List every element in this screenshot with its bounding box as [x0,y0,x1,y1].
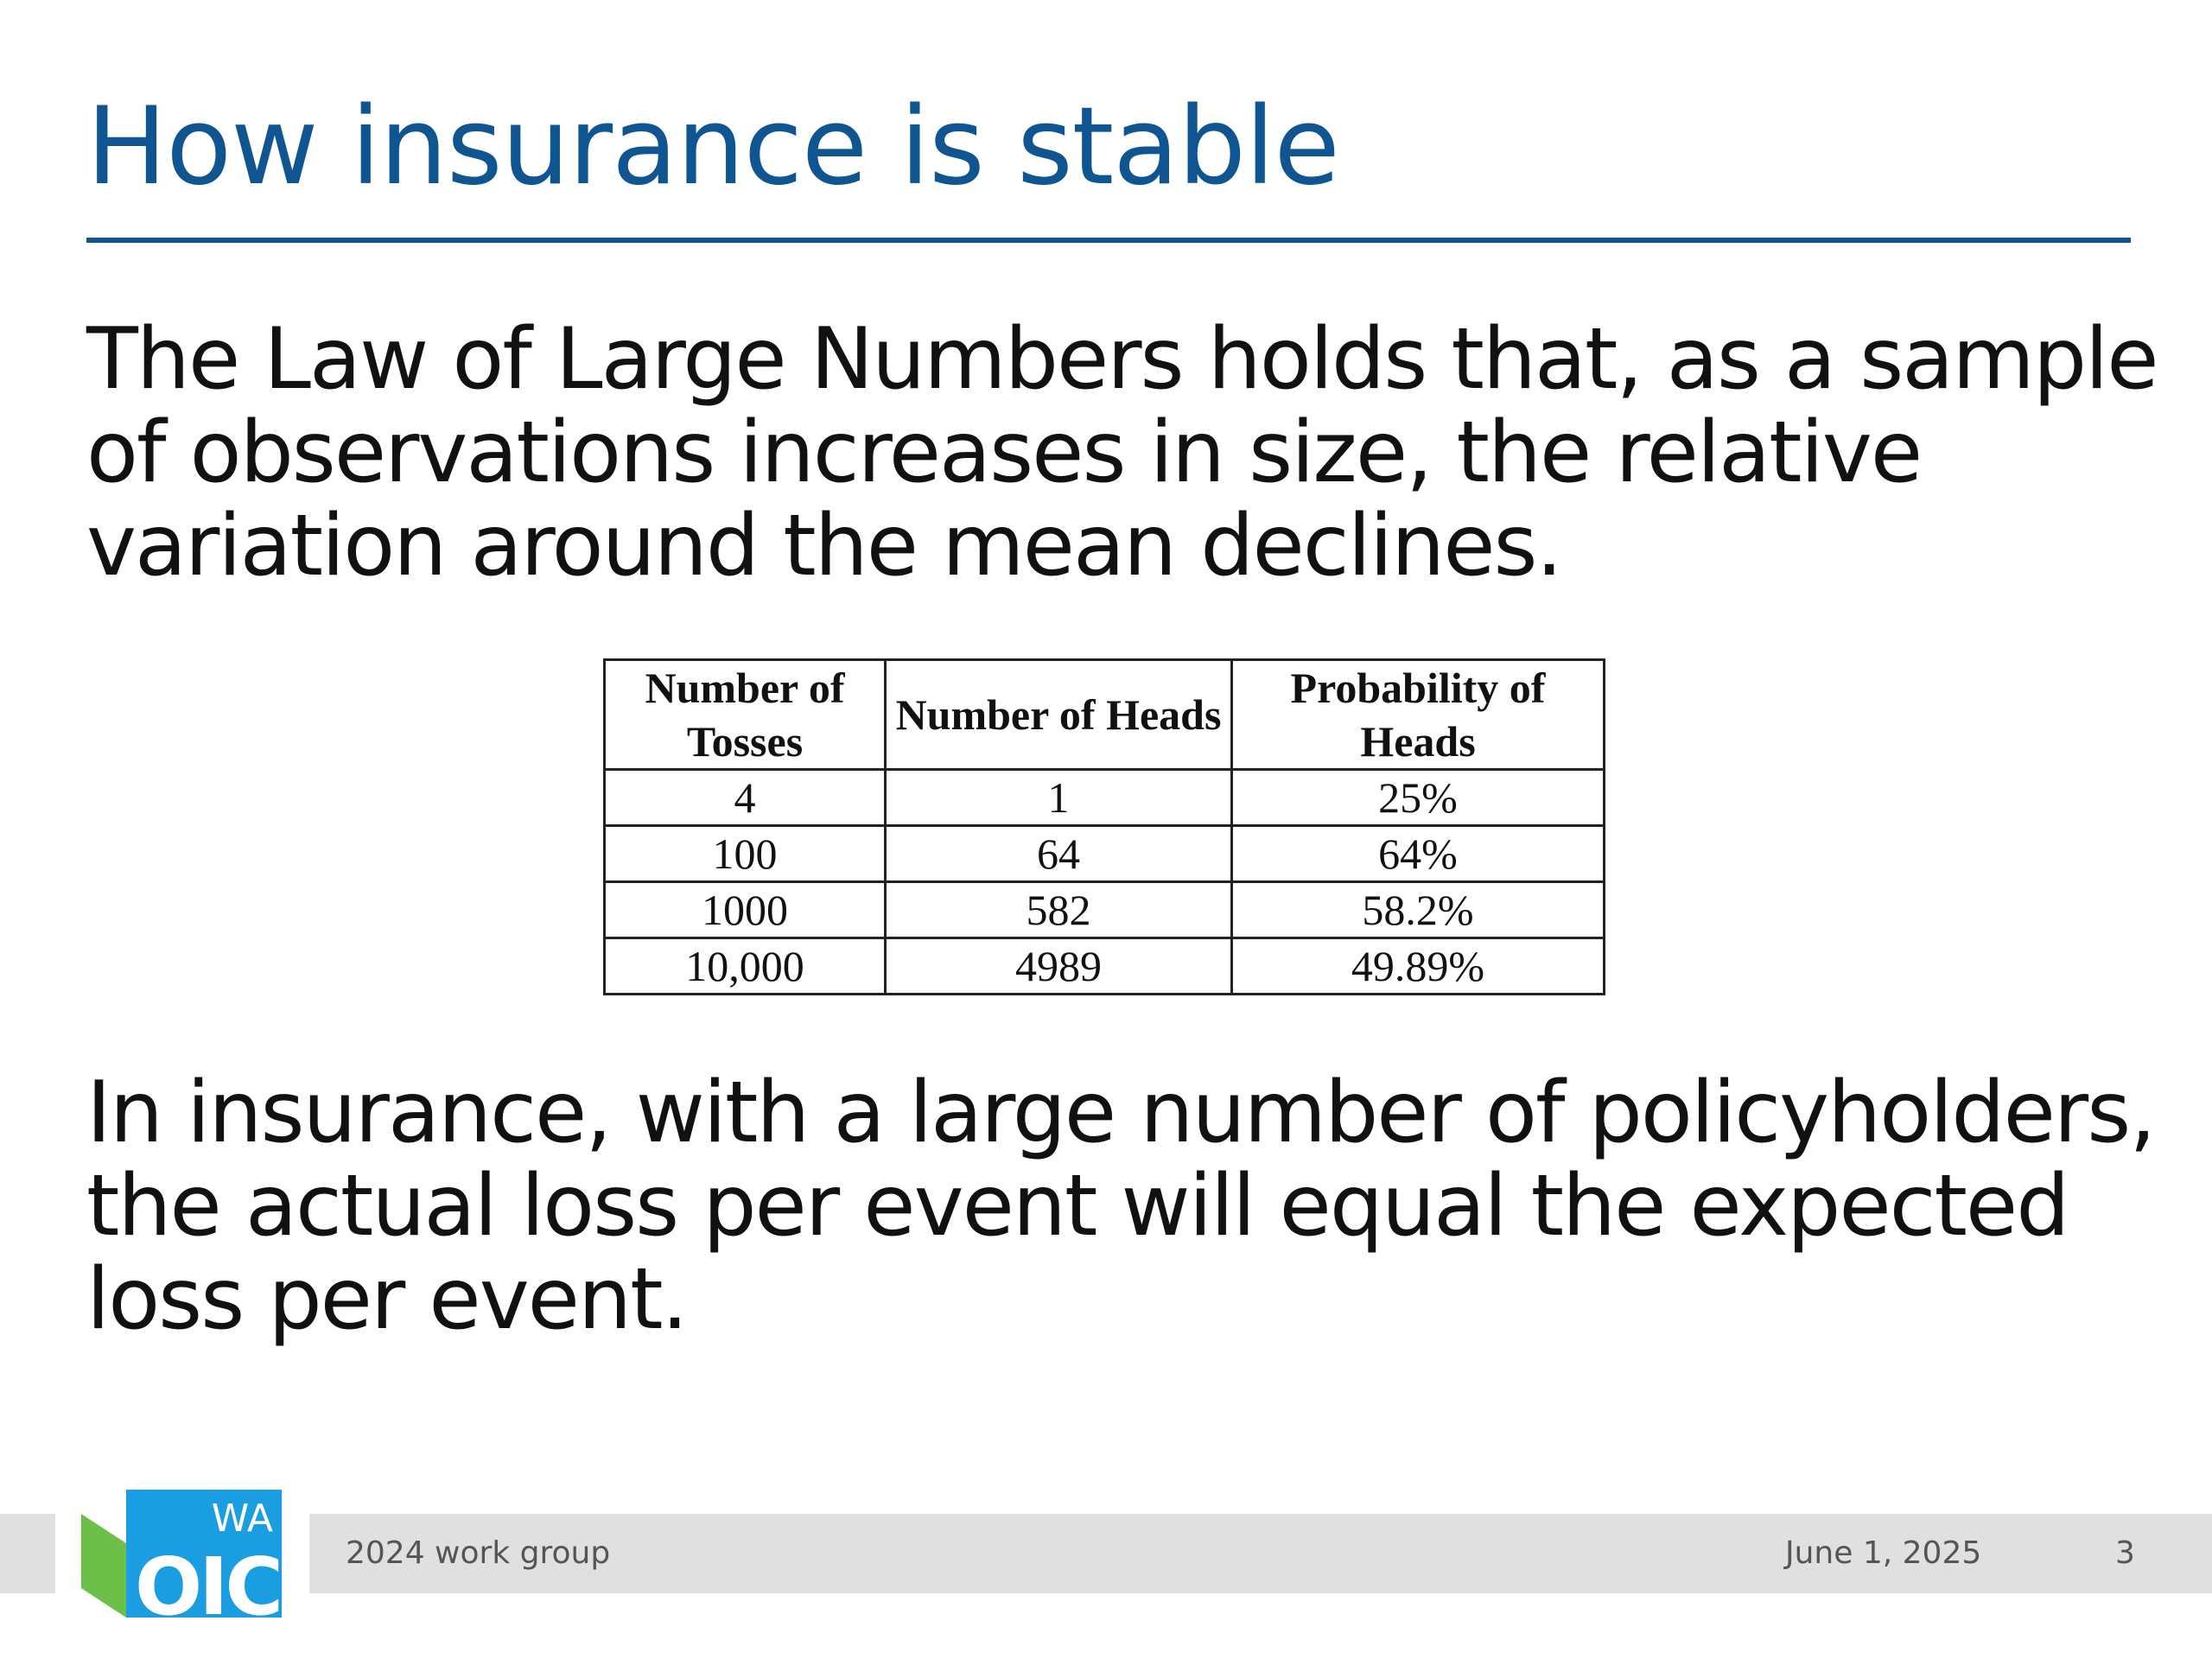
cell-probability: 64% [1232,826,1605,882]
cell-heads: 1 [886,770,1232,826]
title-divider [86,238,2131,243]
law-of-large-numbers-paragraph: The Law of Large Numbers holds that, as a sample of observations increases in size, the relative variation around the mean declines. [86,310,2158,595]
slide-title: How insurance is stable [86,85,1339,209]
header-tosses: Number of Tosses [605,660,886,770]
header-heads: Number of Heads [886,660,1232,770]
logo-text-oic: OIC [135,1541,280,1618]
header-probability: Probability of Heads [1232,660,1605,770]
cell-heads: 4989 [886,938,1232,995]
insurance-paragraph: In insurance, with a large number of policyholders, the actual loss per event will equal the expected loss per event. [86,1064,2155,1349]
cell-probability: 58.2% [1232,882,1605,938]
footer-date: June 1, 2025 [1785,1535,1982,1571]
cell-tosses: 4 [605,770,886,826]
table-row [605,882,1605,938]
coin-toss-table [603,658,1605,995]
cell-probability: 49.89% [1232,938,1605,995]
cell-probability: 25% [1232,770,1605,826]
footer-page-number: 3 [2115,1535,2135,1571]
cell-tosses: 1000 [605,882,886,938]
cell-tosses: 10,000 [605,938,886,995]
cell-heads: 64 [886,826,1232,882]
table-header-row [605,660,1605,770]
table-row [605,826,1605,882]
logo-green-shape [81,1514,126,1618]
cell-tosses: 100 [605,826,886,882]
wa-oic-logo [81,1490,283,1618]
cell-heads: 582 [886,882,1232,938]
table-row [605,938,1605,995]
footer-workgroup-label: 2024 work group [346,1535,611,1571]
table-row [605,770,1605,826]
logo-text-wa: WA [211,1497,273,1541]
